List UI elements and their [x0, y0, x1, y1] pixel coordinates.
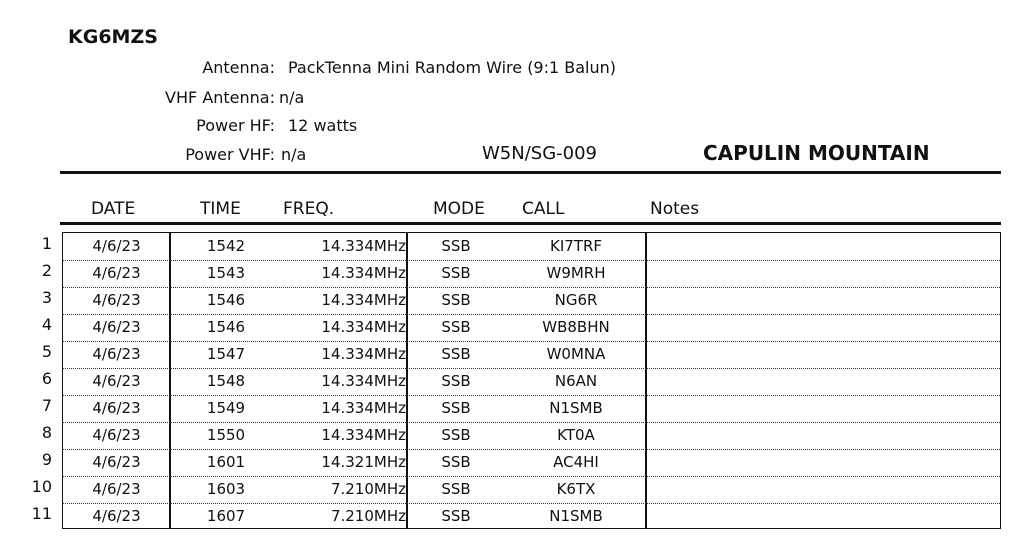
power-hf-label: Power HF:: [196, 116, 275, 135]
cell-call: N1SMB: [549, 399, 603, 417]
cell-mode: SSB: [441, 237, 471, 255]
row-number: 1: [41, 234, 52, 253]
cell-time: 1547: [206, 345, 246, 363]
cell-call: NG6R: [554, 291, 598, 309]
cell-mode: SSB: [441, 399, 471, 417]
cell-notes: [646, 260, 1000, 287]
row-number: 4: [41, 315, 52, 334]
qso-log-table: [62, 232, 1001, 529]
cell-notes: [646, 503, 1000, 530]
cell-date: 4/6/23: [92, 507, 141, 525]
cell-notes: [646, 368, 1000, 395]
row-number: 7: [41, 396, 52, 415]
cell-time: 1607: [206, 507, 246, 525]
row-number: 9: [41, 450, 52, 469]
cell-call: N6AN: [554, 372, 598, 390]
antenna-label: Antenna:: [202, 58, 275, 77]
cell-freq: 14.334MHz: [321, 399, 406, 417]
column-header-divider: [60, 222, 1001, 225]
cell-notes: [646, 395, 1000, 422]
operator-callsign: KG6MZS: [68, 26, 158, 48]
cell-freq: 7.210MHz: [330, 507, 406, 525]
column-header-time: TIME: [200, 199, 241, 219]
cell-time: 1550: [206, 426, 246, 444]
cell-date: 4/6/23: [92, 237, 141, 255]
cell-notes: [646, 449, 1000, 476]
cell-mode: SSB: [441, 372, 471, 390]
antenna-value: PackTenna Mini Random Wire (9:1 Balun): [288, 58, 617, 77]
row-number: 11: [31, 504, 52, 523]
row-number: 2: [41, 261, 52, 280]
cell-date: 4/6/23: [92, 426, 141, 444]
cell-time: 1548: [206, 372, 246, 390]
cell-time: 1603: [206, 480, 246, 498]
header-divider: [60, 171, 1001, 174]
vhf-antenna-value: n/a: [279, 88, 305, 107]
cell-freq: 14.334MHz: [321, 237, 406, 255]
cell-freq: 14.334MHz: [321, 426, 406, 444]
table-row: [63, 503, 1000, 530]
vhf-antenna-label: VHF Antenna:: [165, 88, 275, 107]
cell-time: 1542: [206, 237, 246, 255]
cell-mode: SSB: [441, 264, 471, 282]
table-row: [63, 260, 1000, 288]
cell-freq: 7.210MHz: [330, 480, 406, 498]
cell-date: 4/6/23: [92, 453, 141, 471]
cell-freq: 14.334MHz: [321, 264, 406, 282]
row-number: 3: [41, 288, 52, 307]
cell-mode: SSB: [441, 345, 471, 363]
cell-freq: 14.334MHz: [321, 345, 406, 363]
cell-date: 4/6/23: [92, 399, 141, 417]
column-header-call: CALL: [522, 199, 565, 219]
row-number: 8: [41, 423, 52, 442]
cell-call: AC4HI: [553, 453, 599, 471]
cell-mode: SSB: [441, 507, 471, 525]
table-row: [63, 368, 1000, 396]
summit-name: CAPULIN MOUNTAIN: [703, 141, 930, 165]
column-header-mode: MODE: [433, 199, 485, 219]
column-header-notes: Notes: [650, 199, 700, 219]
table-row: [63, 422, 1000, 450]
cell-time: 1546: [206, 318, 246, 336]
row-number: 5: [41, 342, 52, 361]
cell-time: 1543: [206, 264, 246, 282]
cell-call: W9MRH: [546, 264, 606, 282]
cell-call: WB8BHN: [542, 318, 610, 336]
table-row: [63, 341, 1000, 369]
cell-call: N1SMB: [549, 507, 603, 525]
cell-date: 4/6/23: [92, 345, 141, 363]
cell-notes: [646, 476, 1000, 503]
cell-time: 1546: [206, 291, 246, 309]
row-number: 10: [31, 477, 52, 496]
cell-time: 1601: [206, 453, 246, 471]
cell-call: KI7TRF: [549, 237, 603, 255]
cell-notes: [646, 341, 1000, 368]
cell-call: K6TX: [556, 480, 596, 498]
cell-freq: 14.321MHz: [321, 453, 406, 471]
table-row: [63, 449, 1000, 477]
table-row: [63, 395, 1000, 423]
cell-notes: [646, 233, 1000, 260]
cell-date: 4/6/23: [92, 318, 141, 336]
cell-notes: [646, 314, 1000, 341]
cell-mode: SSB: [441, 318, 471, 336]
column-header-freq: FREQ.: [283, 199, 335, 219]
cell-mode: SSB: [441, 453, 471, 471]
cell-date: 4/6/23: [92, 264, 141, 282]
cell-mode: SSB: [441, 291, 471, 309]
cell-freq: 14.334MHz: [321, 372, 406, 390]
cell-date: 4/6/23: [92, 291, 141, 309]
cell-notes: [646, 422, 1000, 449]
cell-notes: [646, 287, 1000, 314]
power-vhf-label: Power VHF:: [185, 145, 275, 164]
power-vhf-value: n/a: [281, 145, 307, 164]
cell-date: 4/6/23: [92, 480, 141, 498]
row-number: 6: [41, 369, 52, 388]
table-row: [63, 233, 1000, 261]
cell-mode: SSB: [441, 426, 471, 444]
cell-date: 4/6/23: [92, 372, 141, 390]
cell-time: 1549: [206, 399, 246, 417]
cell-call: KT0A: [557, 426, 595, 444]
table-row: [63, 476, 1000, 504]
table-row: [63, 314, 1000, 342]
summit-reference: W5N/SG-009: [482, 143, 598, 164]
cell-freq: 14.334MHz: [321, 318, 406, 336]
power-hf-value: 12 watts: [288, 116, 358, 135]
cell-mode: SSB: [441, 480, 471, 498]
table-row: [63, 287, 1000, 315]
cell-call: W0MNA: [546, 345, 606, 363]
cell-freq: 14.334MHz: [321, 291, 406, 309]
column-header-date: DATE: [91, 199, 136, 219]
